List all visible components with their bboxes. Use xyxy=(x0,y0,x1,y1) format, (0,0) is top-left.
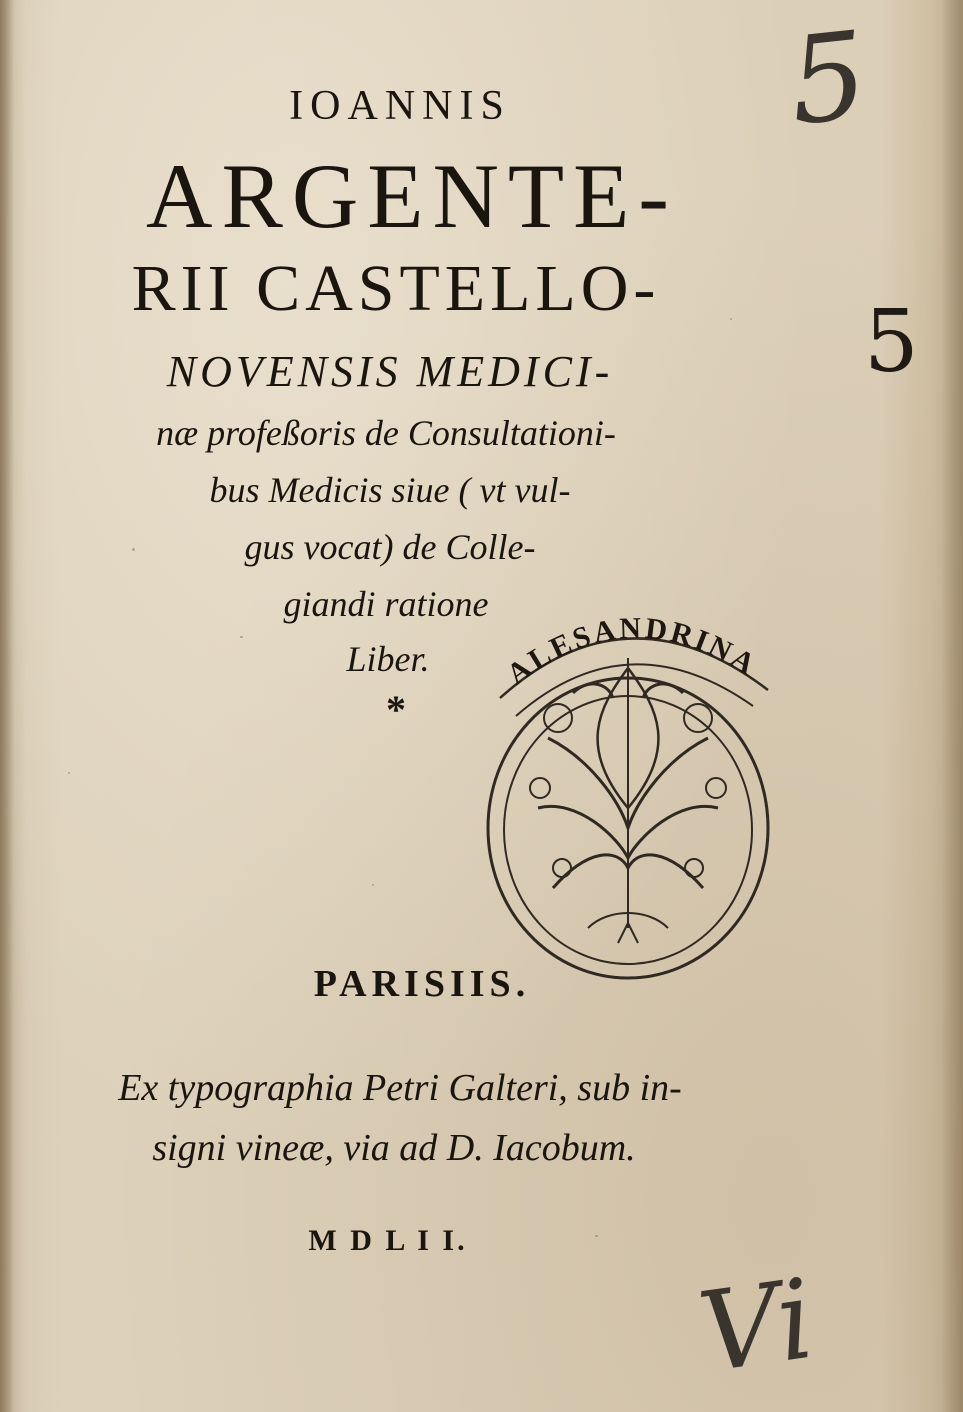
library-stamp xyxy=(478,598,788,988)
ornament-asterisk: * xyxy=(386,687,406,732)
stamp-text: ALESANDRINA xyxy=(500,611,764,692)
author-origin-line: NOVENSIS MEDICI- xyxy=(166,347,614,396)
paper-speck xyxy=(372,884,374,886)
title-line-3: gus vocat) de Colle- xyxy=(244,527,536,567)
publication-year: M D L I I. xyxy=(308,1224,468,1257)
author-surname-part2: RII CASTELLO- xyxy=(131,252,661,325)
printer-line-2: signi vineæ, via ad D. Iacobum. xyxy=(152,1127,636,1169)
title-line-2: bus Medicis siue ( vt vul- xyxy=(209,470,571,510)
paper-speck xyxy=(68,772,70,774)
pencil-number-top-right: 5 xyxy=(782,6,874,153)
author-surname-part1: ARGENTE- xyxy=(146,145,678,247)
pencil-mark-bottom-right: Vi xyxy=(691,1254,822,1398)
title-line-1: næ profeßoris de Consultationi- xyxy=(156,413,616,453)
printer-line-1: Ex typographia Petri Galteri, sub in- xyxy=(118,1067,682,1109)
page-edge-right xyxy=(941,0,963,1412)
ink-number-right-margin: 5 xyxy=(864,292,919,392)
place-of-printing: PARISIIS. xyxy=(313,963,531,1005)
title-line-5: Liber. xyxy=(346,639,430,679)
title-line-4: giandi ratione xyxy=(283,584,489,624)
author-first-name: IOANNIS xyxy=(289,83,511,129)
